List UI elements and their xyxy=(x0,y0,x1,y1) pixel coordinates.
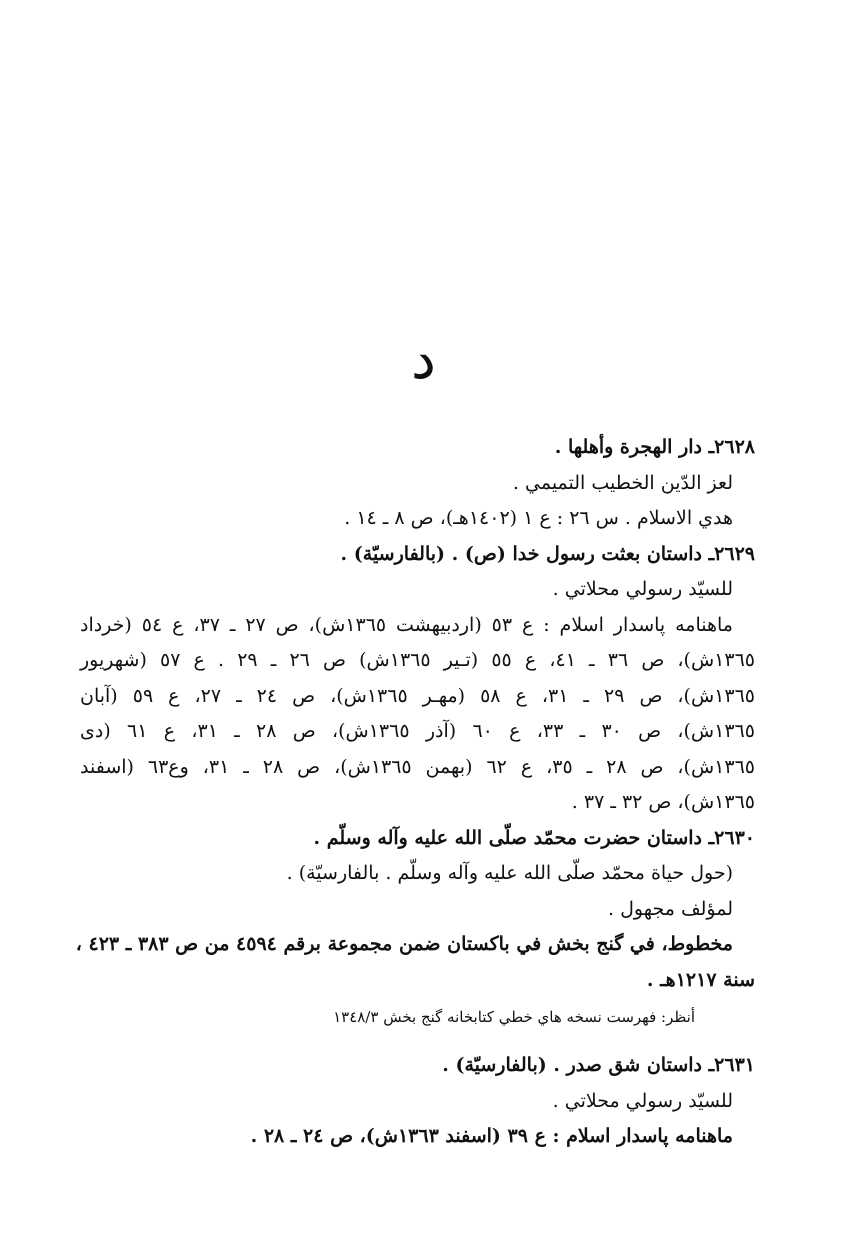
entry-author: لمؤلف مجهول . xyxy=(608,897,733,920)
entry-author: للسيّد رسولي محلاتي . xyxy=(552,1089,733,1112)
section-letter: د xyxy=(411,327,436,392)
entry-reference: ماهنامه پاسدار اسلام : ع ٥٣ (اردبيهشت ١٣٦٥ش)، ص ٢٧ ـ ٣٧، ع ٥٤ (خرداد xyxy=(80,613,733,636)
entry-2630 xyxy=(75,821,755,1033)
entry-note: أنظر: فهرست نسخه هاي خطي كتابخانه گنج بخش ١٣٤٨/٣ xyxy=(333,1008,695,1026)
entry-reference: ١٣٦٥ش)، ص ٢٨ ـ ٣٥، ع ٦٢ (بهمن ١٣٦٥ش)، ص ٢٨ ـ ٣١، وع٦٣ (اسفند xyxy=(80,755,755,778)
bibliography-body xyxy=(75,430,755,1155)
entry-2631 xyxy=(80,1048,755,1155)
entry-heading: ٢٦٢٩ـ داستان بعثت رسول خدا (ص) . (بالفارسيّة) . xyxy=(340,542,755,565)
entry-reference: سنة ١٢١٧هـ . xyxy=(646,968,755,991)
entry-subtitle: (حول حياة محمّد صلّى الله عليه وآله وسلّم . بالفارسيّة) . xyxy=(286,862,733,884)
entry-reference: ١٣٦٥ش)، ص ٣٠ ـ ٣٣، ع ٦٠ (آذر ١٣٦٥ش)، ص ٢٨ ـ ٣١، ع ٦١ (دى xyxy=(80,720,755,742)
entry-author: للسيّد رسولي محلاتي . xyxy=(552,578,733,600)
entry-reference: ١٣٦٥ش)، ص ٣٦ ـ ٤١، ع ٥٥ (تـير ١٣٦٥ش) ص ٢٦ ـ ٢٩ . ع ٥٧ (شهريور xyxy=(80,649,755,671)
entry-reference: مخطوط، في گنج بخش في باكستان ضمن مجموعة برقم ٤٥٩٤ من ص ٣٨٣ ـ ٤٢٣ ، xyxy=(75,933,733,955)
entry-heading: ٢٦٢٨ـ دار الهجرة وأهلها . xyxy=(554,436,755,458)
entry-reference: هدي الاسلام . س ٢٦ : ع ١ (١٤٠٢هـ)، ص ٨ ـ ١٤ . xyxy=(344,507,733,529)
entry-2628 xyxy=(80,430,755,537)
entry-reference: ماهنامه پاسدار اسلام : ع ٣٩ (اسفند ١٣٦٣ش)، ص ٢٤ ـ ٢٨ . xyxy=(250,1125,733,1147)
entry-reference: ١٣٦٥ش)، ص ٢٩ ـ ٣١، ع ٥٨ (مهـر ١٣٦٥ش)، ص ٢٤ ـ ٢٧، ع ٥٩ (آبان xyxy=(80,684,755,707)
entry-2629 xyxy=(80,537,755,821)
entry-reference: ١٣٦٥ش)، ص ٣٢ ـ ٣٧ . xyxy=(571,791,755,813)
entry-heading: ٢٦٣٠ـ داستان حضرت محمّد صلّى الله عليه وآله وسلّم . xyxy=(313,826,755,849)
entry-heading: ٢٦٣١ـ داستان شق صدر . (بالفارسيّة) . xyxy=(442,1054,755,1076)
entry-author: لعز الدّين الخطيب التميمي . xyxy=(512,471,733,494)
